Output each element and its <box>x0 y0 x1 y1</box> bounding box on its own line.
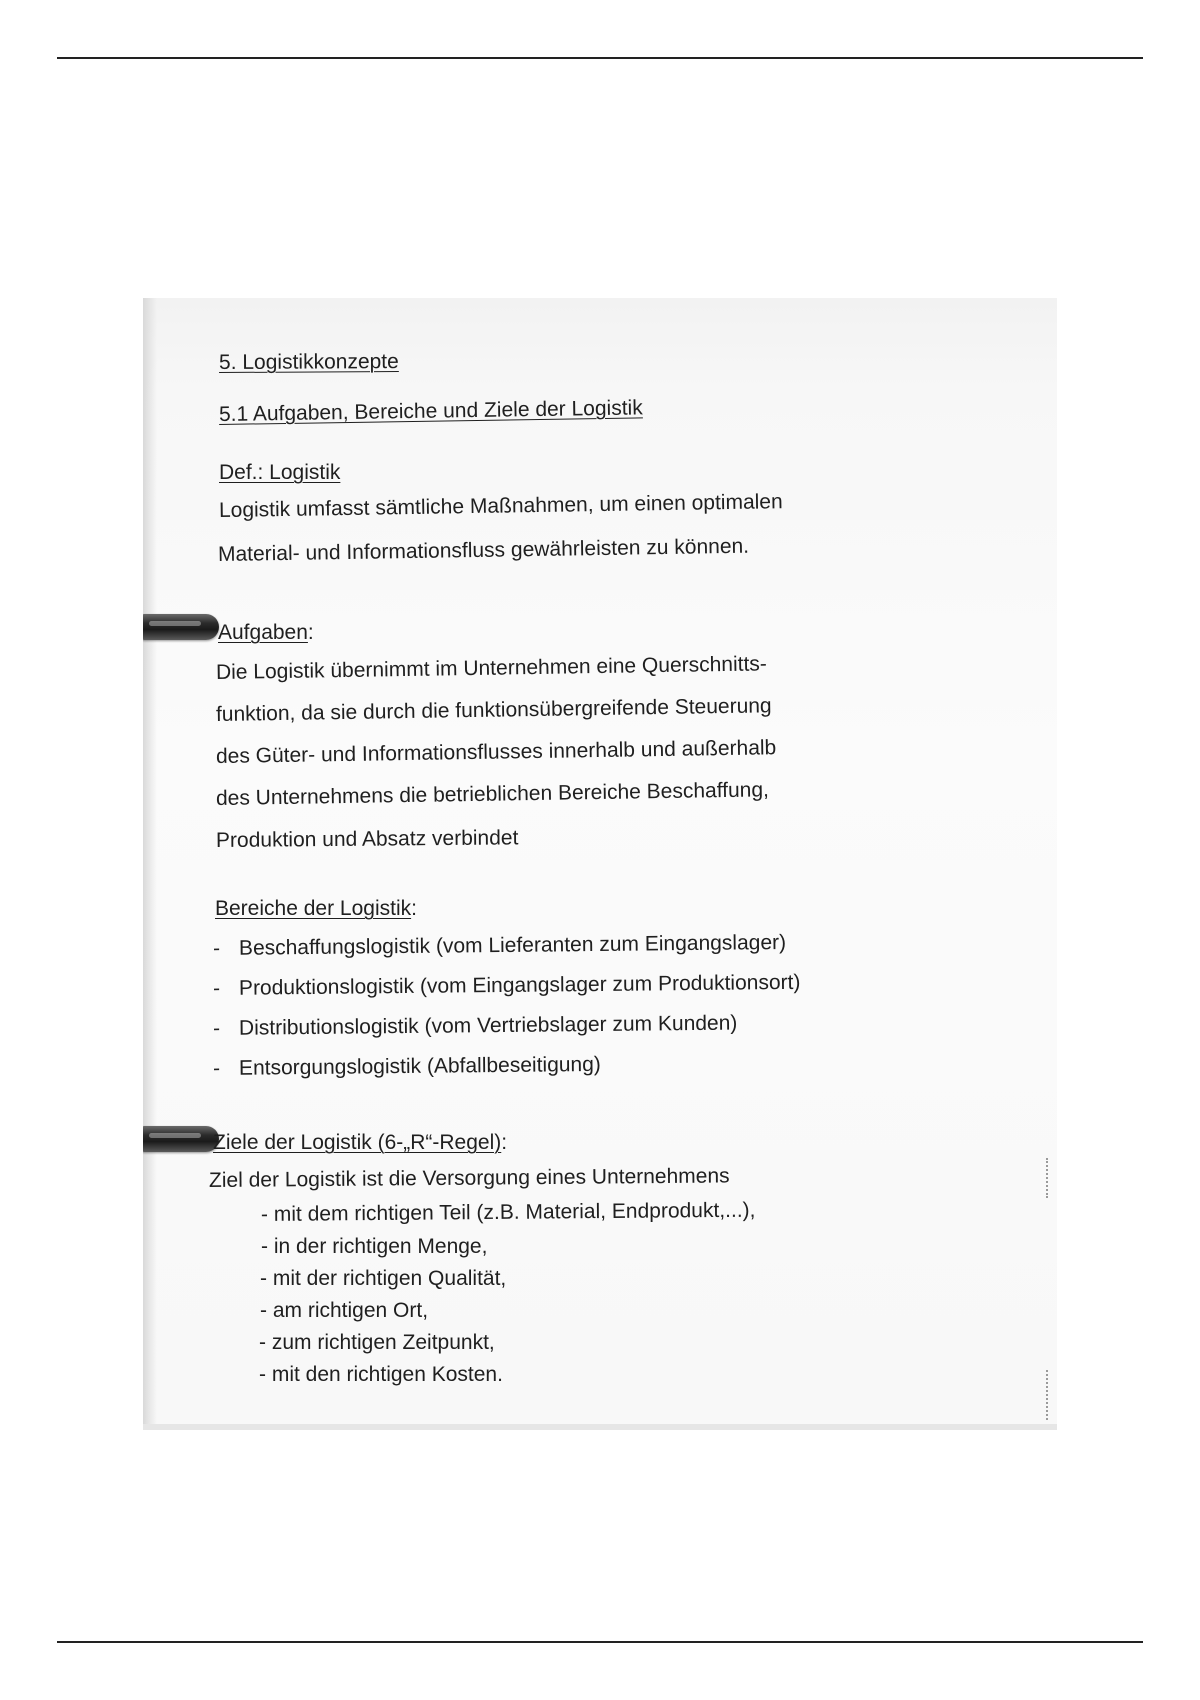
hole-punch-upper <box>143 614 219 640</box>
aufgaben-line: Die Logistik übernimmt im Unternehmen eine Querschnitts- <box>215 652 768 684</box>
aufgaben-line: funktion, da sie durch die funktionsübergreifende Steuerung <box>215 694 772 726</box>
bullet: - <box>212 1056 221 1080</box>
bereiche-item <box>213 970 801 1002</box>
scan-speckles-lower <box>1046 1370 1051 1420</box>
bereiche-item-text: Beschaffungslogistik (vom Lieferanten zum Eingangslager) <box>238 930 787 960</box>
ziele-title: Ziele der Logistik (6-„R“-Regel) <box>213 1131 502 1154</box>
aufgaben-line: Produktion und Absatz verbindet <box>215 826 519 852</box>
bereiche-heading <box>215 896 417 922</box>
subsection-heading: 5.1 Aufgaben, Bereiche und Ziele der Logistik <box>218 396 643 426</box>
bereiche-item-text: Produktionslogistik (vom Eingangslager zum Produktionsort) <box>238 970 801 1000</box>
bereiche-item <box>213 930 786 962</box>
scanned-page <box>143 298 1057 1430</box>
aufgaben-colon: : <box>307 621 314 644</box>
ziele-colon: : <box>501 1131 508 1154</box>
ziele-item: - in der richtigen Menge, <box>261 1235 488 1258</box>
aufgaben-heading <box>218 620 314 646</box>
bereiche-item <box>213 1011 738 1042</box>
bereiche-item-text: Distributionslogistik (vom Vertriebslager zum Kunden) <box>238 1011 738 1040</box>
ziele-item: - zum richtigen Zeitpunkt, <box>259 1331 495 1354</box>
bereiche-colon: : <box>411 897 417 920</box>
bullet: - <box>212 1016 221 1040</box>
ziele-heading <box>213 1130 507 1156</box>
ziele-item: - mit den richtigen Kosten. <box>259 1363 503 1386</box>
ziele-item: - am richtigen Ort, <box>260 1299 429 1322</box>
scan-shadow-bottom <box>143 1424 1057 1430</box>
bullet: - <box>212 976 221 1000</box>
ziele-item: - mit dem richtigen Teil (z.B. Material, Endprodukt,...), <box>260 1198 756 1226</box>
scan-speckles-upper <box>1046 1158 1051 1198</box>
ziele-item: - mit der richtigen Qualität, <box>260 1267 507 1290</box>
aufgaben-line: des Güter- und Informationsflusses innerhalb und außerhalb <box>215 736 777 768</box>
ziele-intro: Ziel der Logistik ist die Versorgung eines Unternehmens <box>208 1164 730 1192</box>
scan-shadow-left <box>143 298 157 1430</box>
bereiche-title: Bereiche der Logistik <box>215 897 412 920</box>
definition-title: Def.: Logistik <box>219 461 341 484</box>
hole-punch-lower <box>143 1126 219 1152</box>
section-heading: 5. Logistikkonzepte <box>218 350 399 374</box>
bereiche-item <box>213 1052 601 1082</box>
definition-line: Material- und Informationsfluss gewährleisten zu können. <box>217 534 750 566</box>
definition-line: Logistik umfasst sämtliche Maßnahmen, um einen optimalen <box>218 490 783 522</box>
top-rule <box>57 57 1143 59</box>
aufgaben-line: des Unternehmens die betrieblichen Bereiche Beschaffung, <box>215 778 770 810</box>
aufgaben-title: Aufgaben <box>218 621 308 644</box>
bullet: - <box>212 936 221 960</box>
bereiche-item-text: Entsorgungslogistik (Abfallbeseitigung) <box>238 1052 601 1080</box>
bottom-rule <box>57 1641 1143 1643</box>
